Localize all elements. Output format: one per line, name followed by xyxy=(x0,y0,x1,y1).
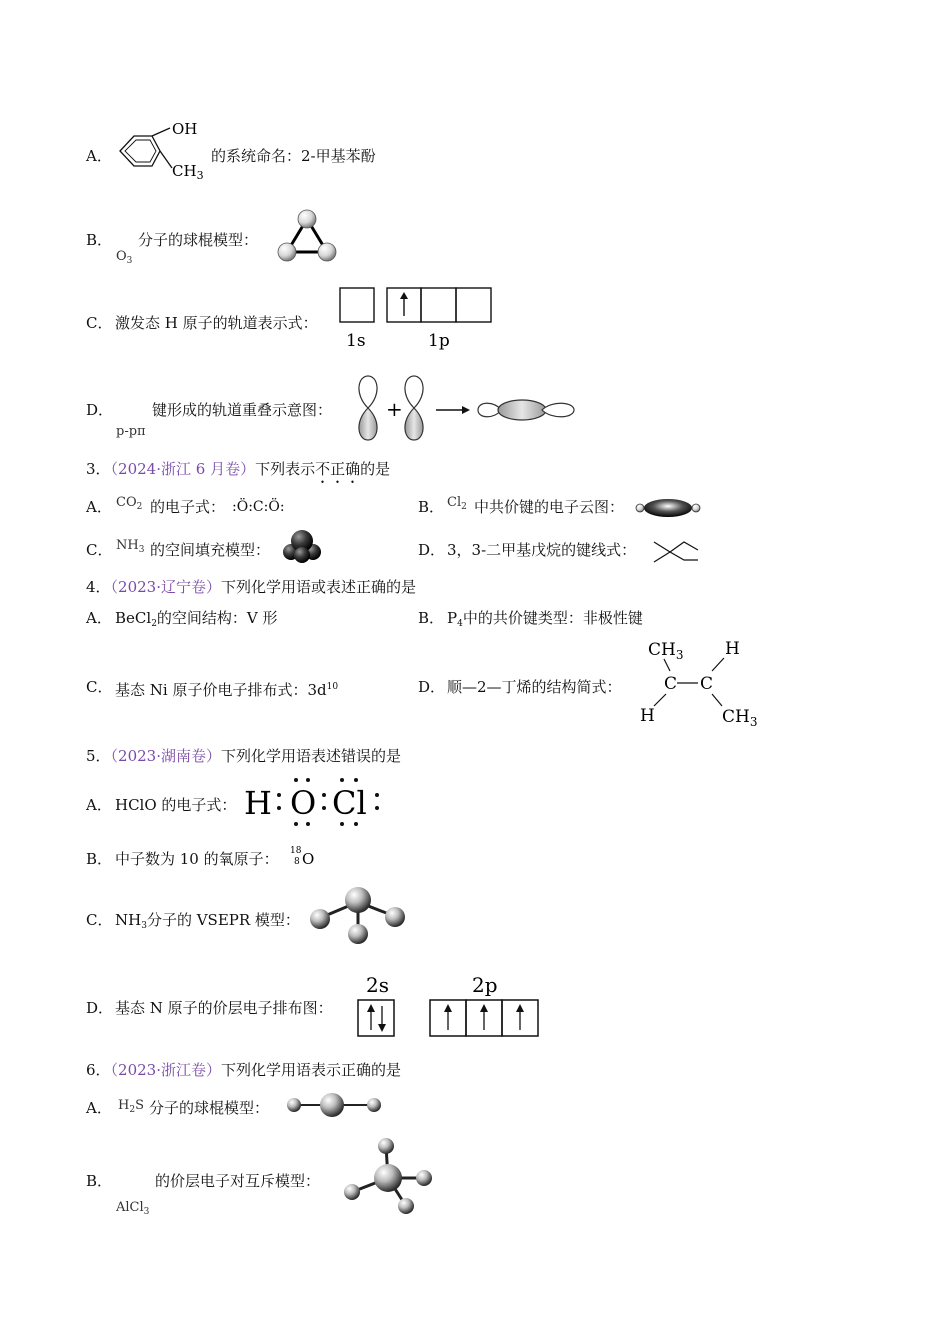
svg-text:8: 8 xyxy=(294,857,300,867)
q2a-text: 的系统命名：2-甲基苯酚 xyxy=(211,147,376,165)
q5c-text: $NH_3$分子的 VSEPR 模型： xyxy=(115,911,300,931)
question-source: （2023·辽宁卷） xyxy=(110,578,221,596)
question-4-stem: 4．（2023·辽宁卷）下列化学用语或表述正确的是 xyxy=(86,578,417,596)
emphasis-text: 不正确 xyxy=(315,460,361,478)
cl2-electron-cloud xyxy=(634,496,702,520)
cl2-formula: $Cl_2$ xyxy=(447,495,467,512)
oxygen-18-nuclide xyxy=(286,842,322,870)
option-label: D． xyxy=(418,678,446,696)
cis-2-butene-structure xyxy=(634,634,764,730)
o3-ball-stick-model xyxy=(276,208,340,266)
option-label: C． xyxy=(86,314,113,332)
option-label: C． xyxy=(86,678,113,696)
q6a-text: 分子的球棍模型： xyxy=(149,1099,270,1117)
svg-text:O: O xyxy=(290,784,317,822)
q5d-text: 基态 N 原子的价层电子排布图： xyxy=(115,999,333,1017)
alcl3-vsepr-model xyxy=(340,1134,436,1218)
h2s-ball-stick-model xyxy=(282,1090,386,1120)
methylphenol-structure-figure xyxy=(112,118,212,184)
q6b-text: 的价层电子对互斥模型： xyxy=(155,1172,321,1190)
option-label: A． xyxy=(86,498,112,516)
svg-text:C: C xyxy=(664,674,678,694)
option-label: C． xyxy=(86,911,113,929)
ppi-formula: p-pπ xyxy=(116,424,146,439)
option-label: A． xyxy=(86,1099,112,1117)
h-orbital-diagram xyxy=(336,284,498,354)
question-number: 6． xyxy=(86,1061,111,1079)
dimethylpentane-skeletal-formula xyxy=(650,538,702,564)
q2c-text: 激发态 H 原子的轨道表示式： xyxy=(115,314,318,332)
question-source: （2024·浙江 6 月卷） xyxy=(110,460,256,478)
nh3-space-filling-model xyxy=(282,528,322,564)
q3b-text: 中共价键的电子云图： xyxy=(474,498,625,516)
option-label: B． xyxy=(418,609,445,627)
question-number: 5． xyxy=(86,747,111,765)
hclo-lewis-structure xyxy=(240,772,386,830)
co2-formula: $CO_2$ xyxy=(116,495,143,512)
co2-lewis: :Ö:C:Ö: xyxy=(232,499,285,515)
oh-label: OH xyxy=(172,120,198,138)
q3d-text: 3，3-二甲基戊烷的键线式： xyxy=(447,541,637,559)
ch3-label: $CH_3$ xyxy=(172,162,204,182)
svg-text:CH3: $CH_3$ xyxy=(648,640,684,662)
o3-formula: $O_3$ xyxy=(116,249,133,266)
option-label: B． xyxy=(86,1172,113,1190)
option-label: D． xyxy=(86,999,114,1017)
question-5-stem: 5．（2023·湖南卷）下列化学用语表述错误的是 xyxy=(86,747,402,765)
q4b-text: $P_4$中的共价键类型：非极性键 xyxy=(447,609,643,629)
option-label: B． xyxy=(86,231,113,249)
q5b-text: 中子数为 10 的氧原子： xyxy=(115,850,279,868)
svg-text:O: O xyxy=(302,850,315,868)
question-6-stem: 6．（2023·浙江卷）下列化学用语表示正确的是 xyxy=(86,1061,402,1079)
q4d-text: 顺—2—丁烯的结构简式： xyxy=(447,678,622,696)
svg-text:H: H xyxy=(244,784,272,822)
option-label: A． xyxy=(86,147,112,165)
q3a-text: 的电子式： xyxy=(150,498,226,516)
svg-text:Cl: Cl xyxy=(332,784,367,822)
question-3-stem: 3．（2024·浙江 6 月卷）下列表示不正确的是 xyxy=(86,460,391,478)
nh3-formula: $NH_3$ xyxy=(116,538,145,555)
question-source: （2023·浙江卷） xyxy=(110,1061,221,1079)
question-number: 3． xyxy=(86,460,111,478)
nh3-vsepr-model xyxy=(306,884,410,946)
option-label: C． xyxy=(86,541,113,559)
svg-text:H: H xyxy=(640,706,655,726)
svg-text:C: C xyxy=(700,674,714,694)
option-label: D． xyxy=(86,401,114,419)
svg-text:CH3: $CH_3$ xyxy=(722,707,758,729)
plus-sign: + xyxy=(386,397,403,421)
svg-text:18: 18 xyxy=(290,846,302,856)
label-1p: 1p xyxy=(428,331,450,351)
option-label: A． xyxy=(86,609,112,627)
n-valence-orbital-diagram xyxy=(352,970,544,1040)
svg-text:2s: 2s xyxy=(366,973,389,997)
h2s-formula: $H_2S$ xyxy=(118,1098,144,1115)
p-orbital-overlap-figure xyxy=(352,372,582,444)
question-source: （2023·湖南卷） xyxy=(110,747,221,765)
option-label: B． xyxy=(418,498,445,516)
option-label: A． xyxy=(86,796,112,814)
option-label: D． xyxy=(418,541,446,559)
label-1s: 1s xyxy=(346,331,366,351)
q5a-text: HClO 的电子式： xyxy=(115,796,237,814)
q4c-text: 基态 Ni 原子价电子排布式：$3d^{10}$ xyxy=(115,681,339,699)
q2b-text: 分子的球棍模型： xyxy=(138,231,259,249)
option-label: B． xyxy=(86,850,113,868)
q3c-text: 的空间填充模型： xyxy=(150,541,271,559)
alcl3-formula: AlCl$_3$ xyxy=(116,1200,150,1217)
q2d-text: 键形成的轨道重叠示意图： xyxy=(152,401,333,419)
question-number: 4． xyxy=(86,578,111,596)
svg-text:H: H xyxy=(725,639,740,659)
svg-text:2p: 2p xyxy=(472,973,498,997)
q4a-text: BeCl$_2$的空间结构：V 形 xyxy=(115,609,278,629)
